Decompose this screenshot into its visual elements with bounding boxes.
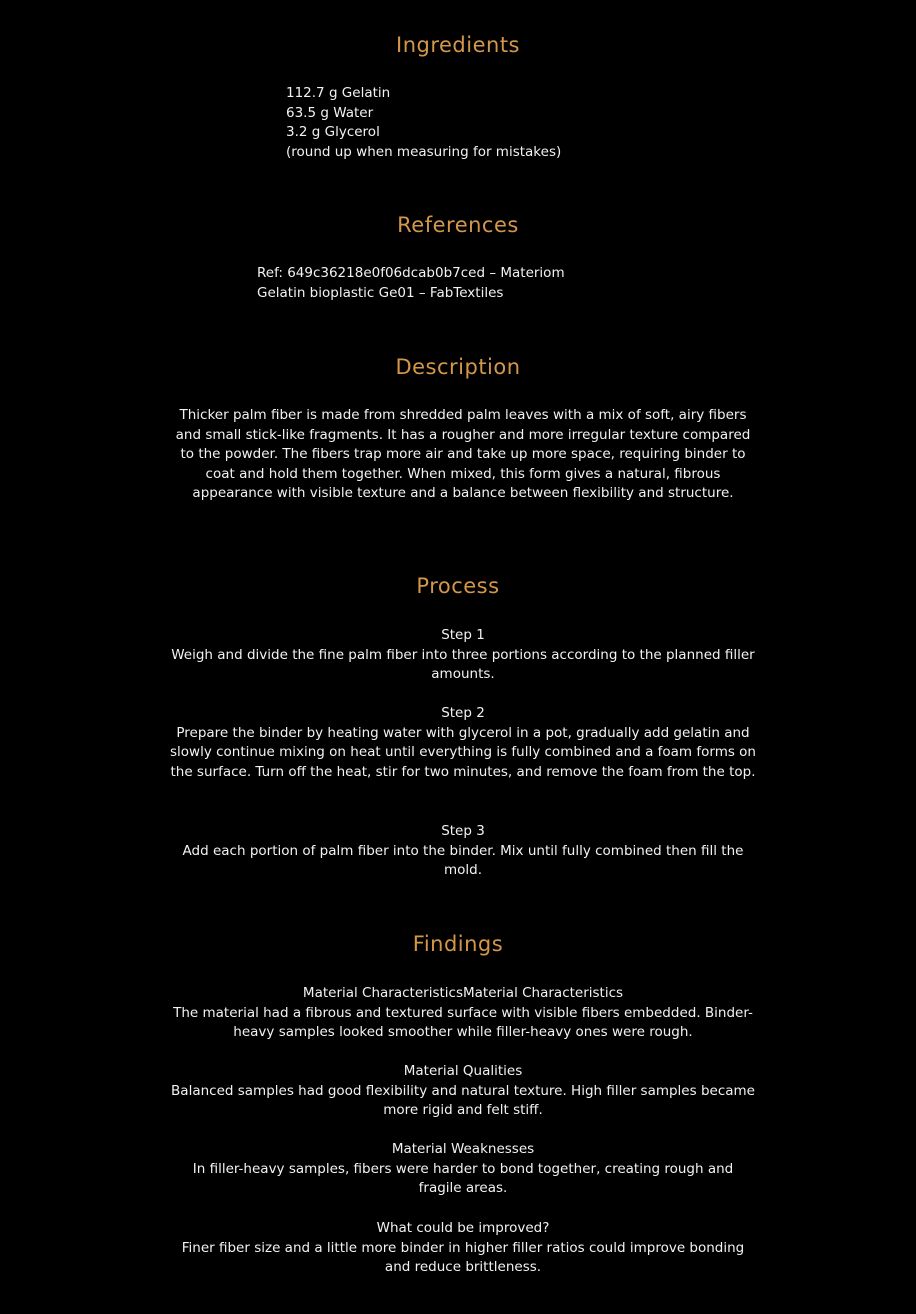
reference-item: Ref: 649c36218e0f06dcab0b7ced – Materiom (257, 265, 565, 281)
finding-text: The material had a fibrous and textured surface with visible fibers embedded. Binder-heavy samples looked smoother while filler-heavy ones were rough. (173, 1004, 753, 1041)
finding-label: What could be improved? (376, 1220, 550, 1236)
process-heading: Process (416, 574, 500, 598)
ingredient-item: 63.5 g Water (286, 105, 374, 121)
finding-label: Material Qualities (403, 1063, 523, 1079)
finding-label: Material CharacteristicsMaterial Characteristics (302, 985, 624, 1001)
reference-item: Gelatin bioplastic Ge01 – FabTextiles (257, 285, 504, 301)
step-text: Add each portion of palm fiber into the binder. Mix until fully combined then fill the mold. (182, 842, 744, 879)
ingredient-item: 112.7 g Gelatin (286, 85, 391, 101)
step-text: Weigh and divide the fine palm fiber into three portions according to the planned filler amounts. (171, 646, 755, 683)
process-step (170, 626, 756, 685)
finding-item (170, 1140, 756, 1199)
ingredient-item: 3.2 g Glycerol (286, 124, 380, 140)
description-text: Thicker palm fiber is made from shredded palm leaves with a mix of soft, airy fibers and small stick-like fragments. It has a rougher and more irregular texture compared to the powder. The fibers trap more air and take up more space, requiring binder to coat and hold them together. When mixed, this form gives a natural, fibrous appearance with visible texture and a balance between flexibility and structure. (175, 407, 751, 502)
step-label: Step 2 (441, 705, 485, 721)
finding-label: Material Weaknesses (391, 1141, 535, 1157)
ingredients-heading: Ingredients (396, 33, 520, 57)
finding-item (170, 1062, 756, 1121)
process-step (170, 704, 756, 782)
finding-text: Balanced samples had good flexibility and natural texture. High filler samples became more rigid and felt stiff. (171, 1082, 755, 1119)
references-heading: References (397, 213, 519, 237)
finding-text: In filler-heavy samples, fibers were harder to bond together, creating rough and fragile areas. (192, 1160, 734, 1197)
finding-text: Finer fiber size and a little more binder in higher filler ratios could improve bonding and reduce brittleness. (181, 1239, 745, 1276)
finding-item (170, 1219, 756, 1278)
ingredients-note: (round up when measuring for mistakes) (286, 144, 562, 160)
step-text: Prepare the binder by heating water with glycerol in a pot, gradually add gelatin and slowly continue mixing on heat until everything is fully combined and a foam forms on the surface. Turn off the heat, stir for two minutes, and remove the foam from the top. (170, 724, 756, 780)
description-heading: Description (395, 355, 521, 379)
findings-heading: Findings (412, 932, 504, 956)
process-step (170, 822, 756, 881)
finding-item (170, 984, 756, 1043)
step-label: Step 3 (441, 823, 485, 839)
step-label: Step 1 (441, 627, 485, 643)
